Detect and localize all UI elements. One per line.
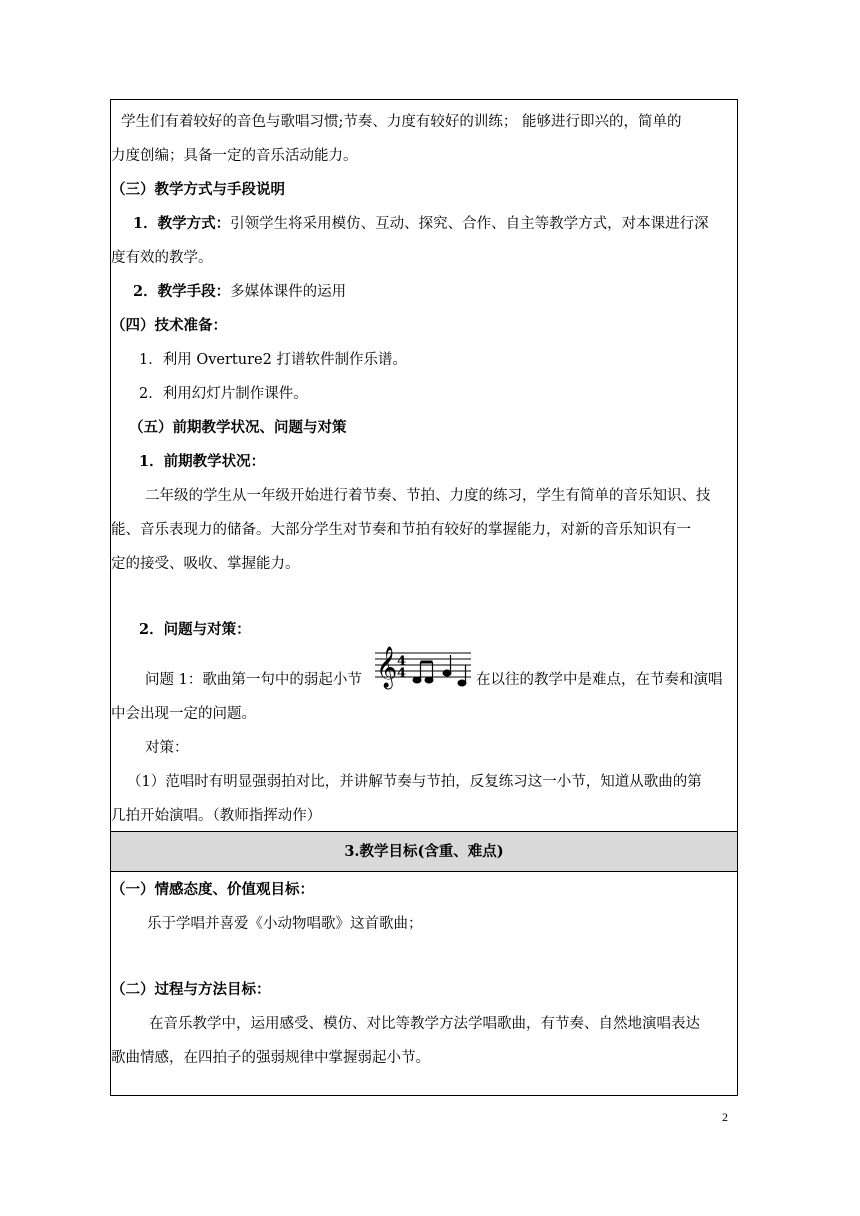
analysis-para-line-2: 力度创编；具备一定的音乐活动能力。 xyxy=(111,148,358,164)
strategy-line-2: 几拍开始演唱。（教师指挥动作） xyxy=(111,808,322,824)
tech-prep-item-2: 2．利用幻灯片制作课件。 xyxy=(139,386,308,402)
objective-emotion-text: 乐于学唱并喜爱《小动物唱歌》这首歌曲； xyxy=(147,916,423,932)
analysis-para-line-1: 学生们有着较好的音色与歌唱习惯;节奏、力度有较好的训练； 能够进行即兴的，简单的 xyxy=(121,114,682,130)
pickup-measure-notation xyxy=(373,645,473,691)
objective-heading-emotion: （一）情感态度、价值观目标： xyxy=(111,881,314,898)
section-heading-prior-status: （五）前期教学状况、问题与对策 xyxy=(129,419,347,436)
note-head xyxy=(443,670,451,676)
objective-process-line-2: 歌曲情感，在四拍子的强弱规律中掌握弱起小节。 xyxy=(111,1050,430,1066)
problem-strategy-title: 2．问题与对策： xyxy=(139,621,251,638)
problem-1-line-2: 中会出现一定的问题。 xyxy=(111,706,256,722)
problem-1-line-1a: 问题 1：歌曲第一句中的弱起小节 xyxy=(145,672,362,688)
note-head xyxy=(425,677,433,683)
tech-prep-item-1: 1．利用 Overture2 打谱软件制作乐谱。 xyxy=(139,352,407,368)
teaching-means-item xyxy=(133,282,346,302)
page-number: 2 xyxy=(722,1110,728,1124)
note-head xyxy=(458,680,466,686)
teaching-method-label: 1．教学方式： xyxy=(133,215,231,232)
objective-process-line-1: 在音乐教学中，运用感受、模仿、对比等教学方法学唱歌曲，有节奏、自然地演唱表达 xyxy=(149,1016,700,1032)
time-signature-top: 4 xyxy=(397,654,407,669)
teaching-method-item xyxy=(133,214,709,234)
lesson-plan-table xyxy=(110,99,738,1096)
teaching-method-text: 引领学生将采用模仿、互动、探究、合作、自主等教学方式，对本课进行深 xyxy=(230,216,709,232)
prior-status-line-1: 二年级的学生从一年级开始进行着节奏、节拍、力度的练习，学生有简单的音乐知识、技 xyxy=(145,488,711,504)
objectives-band-title: 3.教学目标(含重、难点) xyxy=(111,831,737,872)
time-signature-bottom: 4 xyxy=(397,666,407,681)
teaching-means-label: 2．教学手段： xyxy=(133,283,231,300)
teaching-method-text-line-2: 度有效的教学。 xyxy=(111,250,213,266)
section-heading-tech-prep: （四）技术准备： xyxy=(111,317,227,334)
prior-status-line-3: 定的接受、吸收、掌握能力。 xyxy=(111,556,300,572)
section-heading-teaching-methods: （三）教学方式与手段说明 xyxy=(111,181,285,198)
note-head xyxy=(413,677,421,683)
prior-status-line-2: 能、音乐表现力的储备。大部分学生对节奏和节拍有较好的掌握能力，对新的音乐知识有一 xyxy=(111,522,691,538)
problem-1-line-1b: 在以往的教学中是难点，在节奏和演唱 xyxy=(476,672,723,688)
teaching-means-text: 多媒体课件的运用 xyxy=(230,284,347,300)
objective-heading-process: （二）过程与方法目标： xyxy=(111,981,271,998)
treble-clef-icon: 𝄞 xyxy=(376,647,398,688)
prior-status-title: 1．前期教学状况： xyxy=(139,453,266,470)
strategy-line-1: （1）范唱时有明显强弱拍对比，并讲解节奏与节拍，反复练习这一小节，知道从歌曲的第 xyxy=(127,774,702,790)
strategy-label: 对策： xyxy=(145,740,189,756)
